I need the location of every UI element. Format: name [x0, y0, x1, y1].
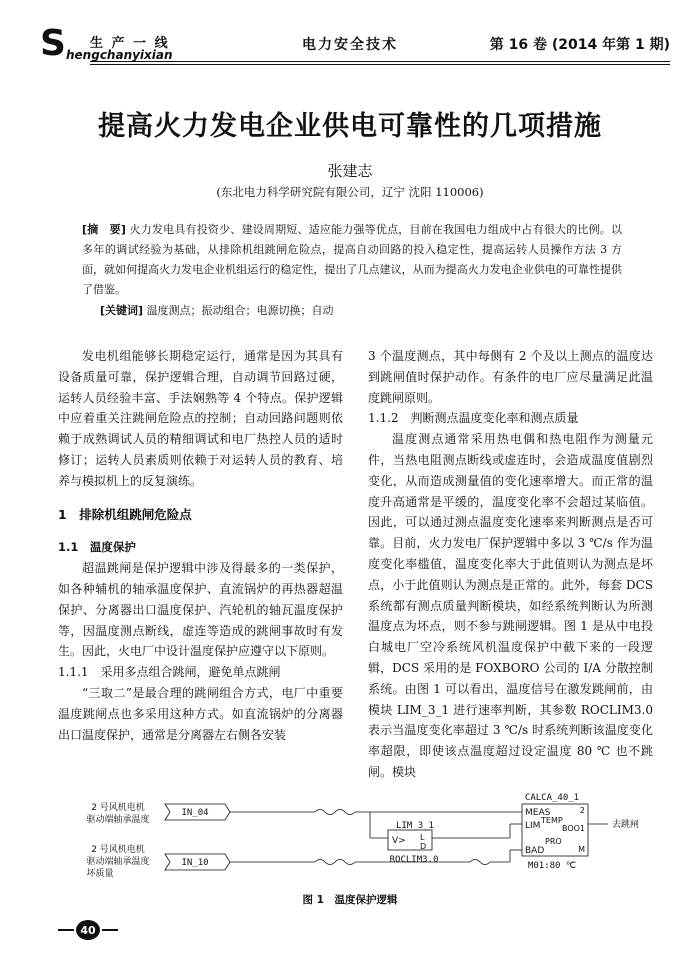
calc-port-pro: PRO: [545, 837, 562, 846]
column-logo-letter: S: [40, 23, 66, 64]
lim-port-v: V>: [392, 836, 406, 846]
left-column: [58, 346, 343, 745]
calc-out-boo1: BOO1: [561, 824, 585, 833]
column-name-cn: 生 产 一 线: [90, 36, 170, 51]
right-column: [368, 346, 653, 783]
lim-block-name: LIM_3_1: [396, 821, 434, 831]
input2-label-line1: 2 号风机电机: [91, 845, 145, 855]
calc-out-m: M: [578, 845, 585, 854]
input1-label-line1: 2 号风机电机: [91, 803, 145, 813]
input1-tag: IN_04: [181, 808, 209, 818]
input2-label-line3: 坏质量: [86, 869, 114, 879]
article-title: 提高火力发电企业供电可靠性的几项措施: [98, 111, 602, 142]
journal-volume: 第 16 卷 (2014 年第 1 期): [489, 37, 670, 53]
paragraph: 发电机组能够长期稳定运行，通常是因为其具有设备质量可靠，保护逻辑合理，自动调节回路过硬，运转人员经验丰富、手法娴熟等 4 个特点。保护逻辑中应着重关注跳闸危险点的控制；自动回路问题则依赖于成熟调试人员的精细调试和电厂热控人员的适时修订；运转人员素质则依赖于对运转人员的教育、培养与模拟机上的反复演练。: [58, 349, 343, 488]
lim-port-d: D: [420, 842, 427, 851]
page-number-badge: [58, 918, 118, 942]
keywords-text: 温度测点；振动组合；电源切换；自动: [146, 304, 334, 317]
column-name-en: hengchanyixian: [66, 48, 173, 62]
page-header: [40, 23, 670, 64]
calc-out-2: 2: [579, 806, 585, 815]
subsubsection-heading: 1.1.2 判断测点温度变化率和测点质量: [368, 411, 579, 426]
calc-port-bad: BAD: [525, 846, 545, 856]
signal-break-mark: [470, 860, 490, 865]
section-heading: 1 排除机组跳闸危险点: [58, 506, 192, 522]
keywords: [100, 301, 620, 321]
header-rule-thin: [90, 64, 670, 65]
lim-port-l: L: [420, 833, 425, 842]
input1-label-line2: 驱动端轴承温度: [86, 815, 150, 825]
subsection-heading: 1.1 温度保护: [58, 540, 136, 555]
paragraph: 3 个温度测点，其中每侧有 2 个及以上测点的温度达到跳闸值时保护动作。有条件的电厂应尽量满足此温度跳闸原则。: [368, 349, 653, 405]
lim-parameter: ROCLIM3.0: [389, 855, 439, 865]
calc-port-temp: TEMP: [541, 816, 563, 825]
temperature-protection-logic-diagram: [70, 780, 670, 890]
abstract-label: [摘 要]: [82, 223, 126, 236]
calc-port-meas: MEAS: [525, 808, 551, 818]
journal-name: 电力安全技术: [302, 37, 398, 53]
calc-block-name: CALCA_40_1: [524, 793, 580, 803]
calc-parameter: M01:80 ℃: [527, 861, 577, 871]
subsubsection-heading: 1.1.1 采用多点组合跳闸，避免单点跳闸: [58, 665, 281, 680]
paragraph: 温度测点通常采用热电偶和热电阻作为测量元件，当热电阻测点断线或虚连时，会造成温度值剧烈变化，从而造成测量值的变化速率增大。而正常的温度升高通常是平缓的，温度变化率不会超过某临值。因此，可以通过测点温度变化速率来判断测点是否可靠。目前，火力发电厂保护逻辑中多以 3 ℃/s 作为温度变化率槛值，温度变化率大于此值则认为测点是坏点，小于此值则认为测点是正常的。此外，每套 DCS 系统都有测点质量判断模块，如经系统判断认为所测温度点为坏点，则不参与跳闸逻辑。图 1 是从中电投白城电厂空冷系统风机温度保护中截下来的一段逻辑，DCS 采用的是 FOXBORO 公司的 I/A 分散控制系统。由图 1 可以看出，温度信号在激发跳闸前，由模块 LIM_3_1 进行速率判断，其参数 ROCLIM3.0 表示当温度变化率超过 3 ℃/s 时系统判断该温度变化率超限，即使该点温度超过设定温度 80 ℃ 也不跳闸。模块: [368, 432, 653, 779]
paragraph: “三取二”是最合理的跳闸组合方式，电厂中重要温度跳闸点也多采用这种方式。如直流锅炉的分离器出口温度保护，通常是分离器左右侧各安装: [58, 685, 343, 742]
abstract: [82, 220, 622, 300]
figure-caption: 图 1 温度保护逻辑: [302, 894, 398, 906]
calc-port-lim: LIM: [525, 821, 541, 831]
input2-tag: IN_10: [181, 858, 209, 868]
header-rule: [90, 61, 670, 62]
paragraph: 超温跳闸是保护逻辑中涉及得最多的一类保护，如各种辅机的轴承温度保护、直流锅炉的再热器超温保护、分离器出口温度保护、汽轮机的轴瓦温度保护等，因温度测点断线，虚连等造成的跳闸事故时有发生。因此，火电厂中设计温度保护应遵守以下原则。: [58, 561, 343, 659]
signal-break-mark: [315, 810, 355, 815]
input2-label-line2: 驱动端轴承温度: [86, 857, 150, 867]
article-author: 张建志: [327, 162, 373, 180]
article-affiliation: (东北电力科学研究院有限公司，辽宁 沈阳 110006): [216, 185, 484, 199]
keywords-label: [关键词]: [100, 304, 144, 317]
signal-break-mark: [315, 860, 355, 865]
abstract-text: 火力发电具有投资少、建设周期短、适应能力强等优点，目前在我国电力组成中占有很大的比例。以多年的调试经验为基础，从排除机组跳闸危险点，提高自动回路的投入稳定性，提高运转人员操作方法 3 方面，就如何提高火力发电企业机组运行的稳定性，提出了几点建议，从而为提高火力发电企业供电的可靠性提供了借鉴。: [82, 223, 622, 296]
output-label: 去跳闸: [612, 820, 640, 830]
page-number: 40: [80, 924, 96, 937]
